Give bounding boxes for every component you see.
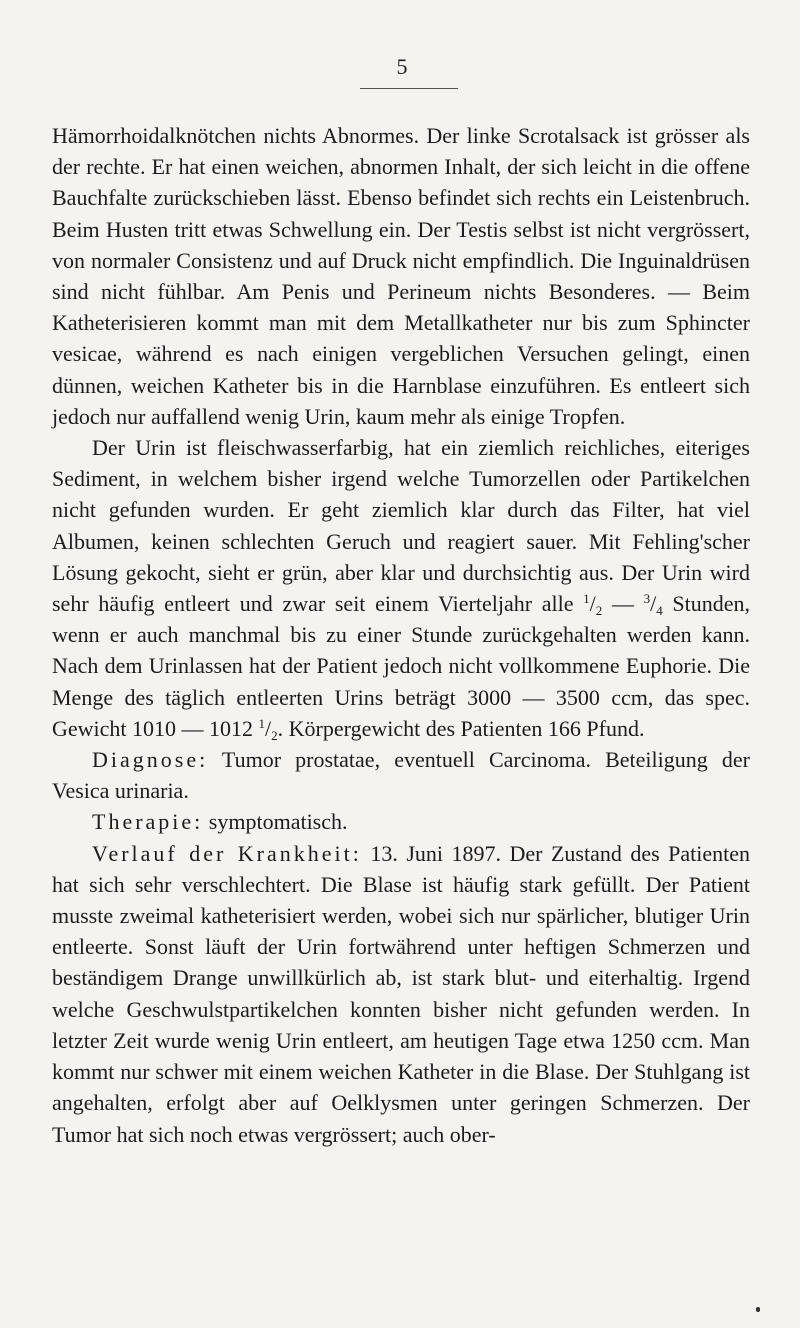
fraction-dash: — [602, 591, 644, 617]
paragraph-urine [52, 432, 750, 744]
therapy-label: Therapie: [92, 809, 204, 835]
paragraph-therapy [52, 806, 750, 837]
urine-text-part-3: . Körpergewicht des Patienten 166 Pfund. [277, 715, 645, 741]
course-text: 13. Juni 1897. Der Zustand des Patienten hat sich sehr verschlechtert. Die Blase ist häufig stark gefüllt. Der Patient musste zweimal katheterisiert werden, wobei sich nur spärlicher, blutiger Urin entleerte. Sonst läuft der Urin fortwährend unter heftigen Schmerzen und beständigem Drange unwillkürlich ab, ist stark blut- und eiterhaltig. Irgend welche Geschwulstpartikelchen konnten bisher nicht gefunden werden. In letzter Zeit wurde wenig Urin entleert, am heutigen Tage etwa 1250 ccm. Man kommt nur schwer mit einem weichen Katheter in die Blase. Der Stuhlgang ist angehalten, erfolgt aber auf Oelklysmen unter geringen Schmerzen. Der Tumor hat sich noch etwas vergrössert; auch ober- [52, 840, 750, 1147]
paragraph-course [52, 838, 750, 1150]
diagnosis-text: Tumor prostatae, eventuell Carcinoma. Beteiligung der Vesica urinaria. [52, 747, 750, 804]
fraction-three-quarters: $^3/_4$ [643, 591, 663, 619]
body-text [52, 120, 750, 1150]
diagnosis-label: Diagnose: [92, 747, 209, 773]
fraction-half: $^1/_2$ [583, 591, 603, 619]
course-label: Verlauf der Krankheit: [92, 840, 362, 866]
urine-text-part-2: Stunden, wenn er auch manchmal bis zu einer Stunde zurückgehalten werden kann. Nach dem Urinlassen hat der Patient jedoch nicht vollkommene Euphorie. Die Menge des täglich entleerten Urins beträgt 3000 — 3500 ccm, das spec. Gewicht 1010 — 1012 [52, 591, 751, 741]
page-number-rule [360, 88, 458, 89]
ink-speck [756, 1307, 760, 1312]
paragraph-diagnosis [52, 744, 750, 806]
page-number: 5 [396, 54, 408, 79]
paragraph-examination: Hämorrhoidalknötchen nichts Abnormes. Der linke Scrotalsack ist grösser als der rechte. Er hat einen weichen, abnormen Inhalt, der sich leicht in die offene Bauchfalte zurückschieben lässt. Ebenso befindet sich rechts ein Leistenbruch. Beim Husten tritt etwas Schwellung ein. Der Testis selbst ist nicht vergrössert, von normaler Consistenz und auf Druck nicht empfindlich. Die Inguinaldrüsen sind nicht fühlbar. Am Penis und Perineum nichts Besonderes. — Beim Katheterisieren kommt man mit dem Metallkatheter nur bis zum Sphincter vesicae, während es nach einigen vergeblichen Versuchen gelingt, einen dünnen, weichen Katheter bis in die Harnblase einzuführen. Es entleert sich jedoch nur auffallend wenig Urin, kaum mehr als einige Tropfen. [52, 123, 750, 429]
therapy-text: symptomatisch. [203, 809, 348, 835]
urine-text-part-1: Der Urin ist fleischwasserfarbig, hat ein ziemlich reichliches, eiteriges Sediment, in welchem bisher irgend welche Tumorzellen oder Partikelchen nicht gefunden wurden. Er geht ziemlich klar durch das Filter, hat viel Albumen, keinen schlechten Geruch und reagiert sauer. Mit Fehling'scher Lösung gekocht, sieht er grün, aber klar und durchsichtig aus. Der Urin wird sehr häufig entleert und zwar seit einem Vierteljahr alle [52, 435, 750, 617]
fraction-gravity-half: $^1/_2$ [258, 715, 278, 743]
